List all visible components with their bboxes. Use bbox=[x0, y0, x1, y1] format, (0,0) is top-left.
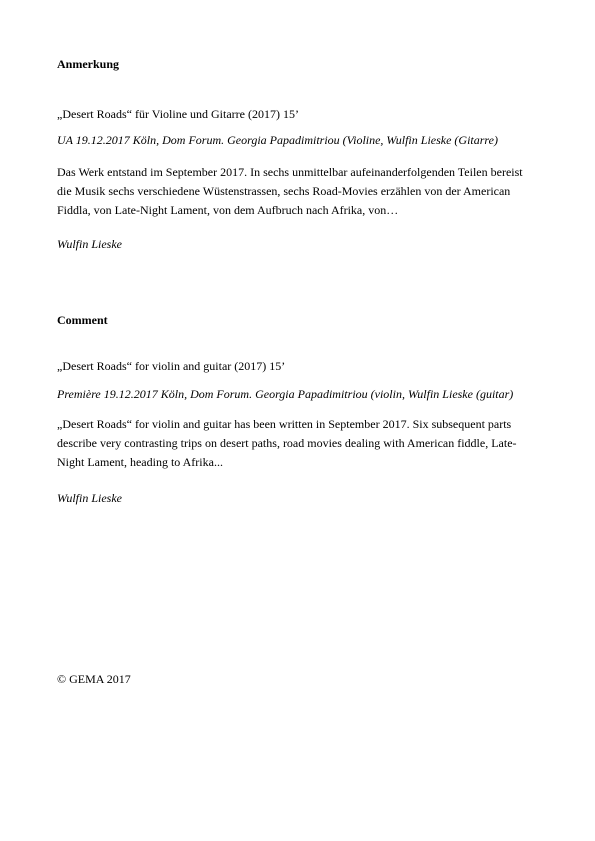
german-heading: Anmerkung bbox=[57, 57, 120, 71]
english-premiere-line: Première 19.12.2017 Köln, Dom Forum. Georgia Papadimitriou (violin, Wulfin Lieske (guitar) bbox=[57, 387, 514, 401]
english-description: „Desert Roads“ for violin and guitar has been written in September 2017. Six subsequent parts describe very contrasting trips on desert paths, road movies dealing with American fiddle, Late-Night Lament, heading to Afrika... bbox=[57, 417, 517, 469]
german-author: Wulfin Lieske bbox=[57, 237, 122, 251]
german-work-title: „Desert Roads“ für Violine und Gitarre (2017) 15’ bbox=[57, 107, 299, 121]
english-work-title: „Desert Roads“ for violin and guitar (2017) 15’ bbox=[57, 359, 286, 373]
german-premiere-line: UA 19.12.2017 Köln, Dom Forum. Georgia Papadimitriou (Violine, Wulfin Lieske (Gitarre) bbox=[57, 133, 498, 147]
copyright-notice: © GEMA 2017 bbox=[57, 672, 131, 686]
english-heading: Comment bbox=[57, 313, 108, 327]
german-description: Das Werk entstand im September 2017. In sechs unmittelbar aufeinanderfolgenden Teilen bereist die Musik sechs verschiedene Wüstenstrassen, sechs Road-Movies erzählen von der American Fiddla, von Late-Night Lament, von dem Aufbruch nach Afrika, von… bbox=[57, 165, 523, 217]
english-author: Wulfin Lieske bbox=[57, 491, 122, 505]
